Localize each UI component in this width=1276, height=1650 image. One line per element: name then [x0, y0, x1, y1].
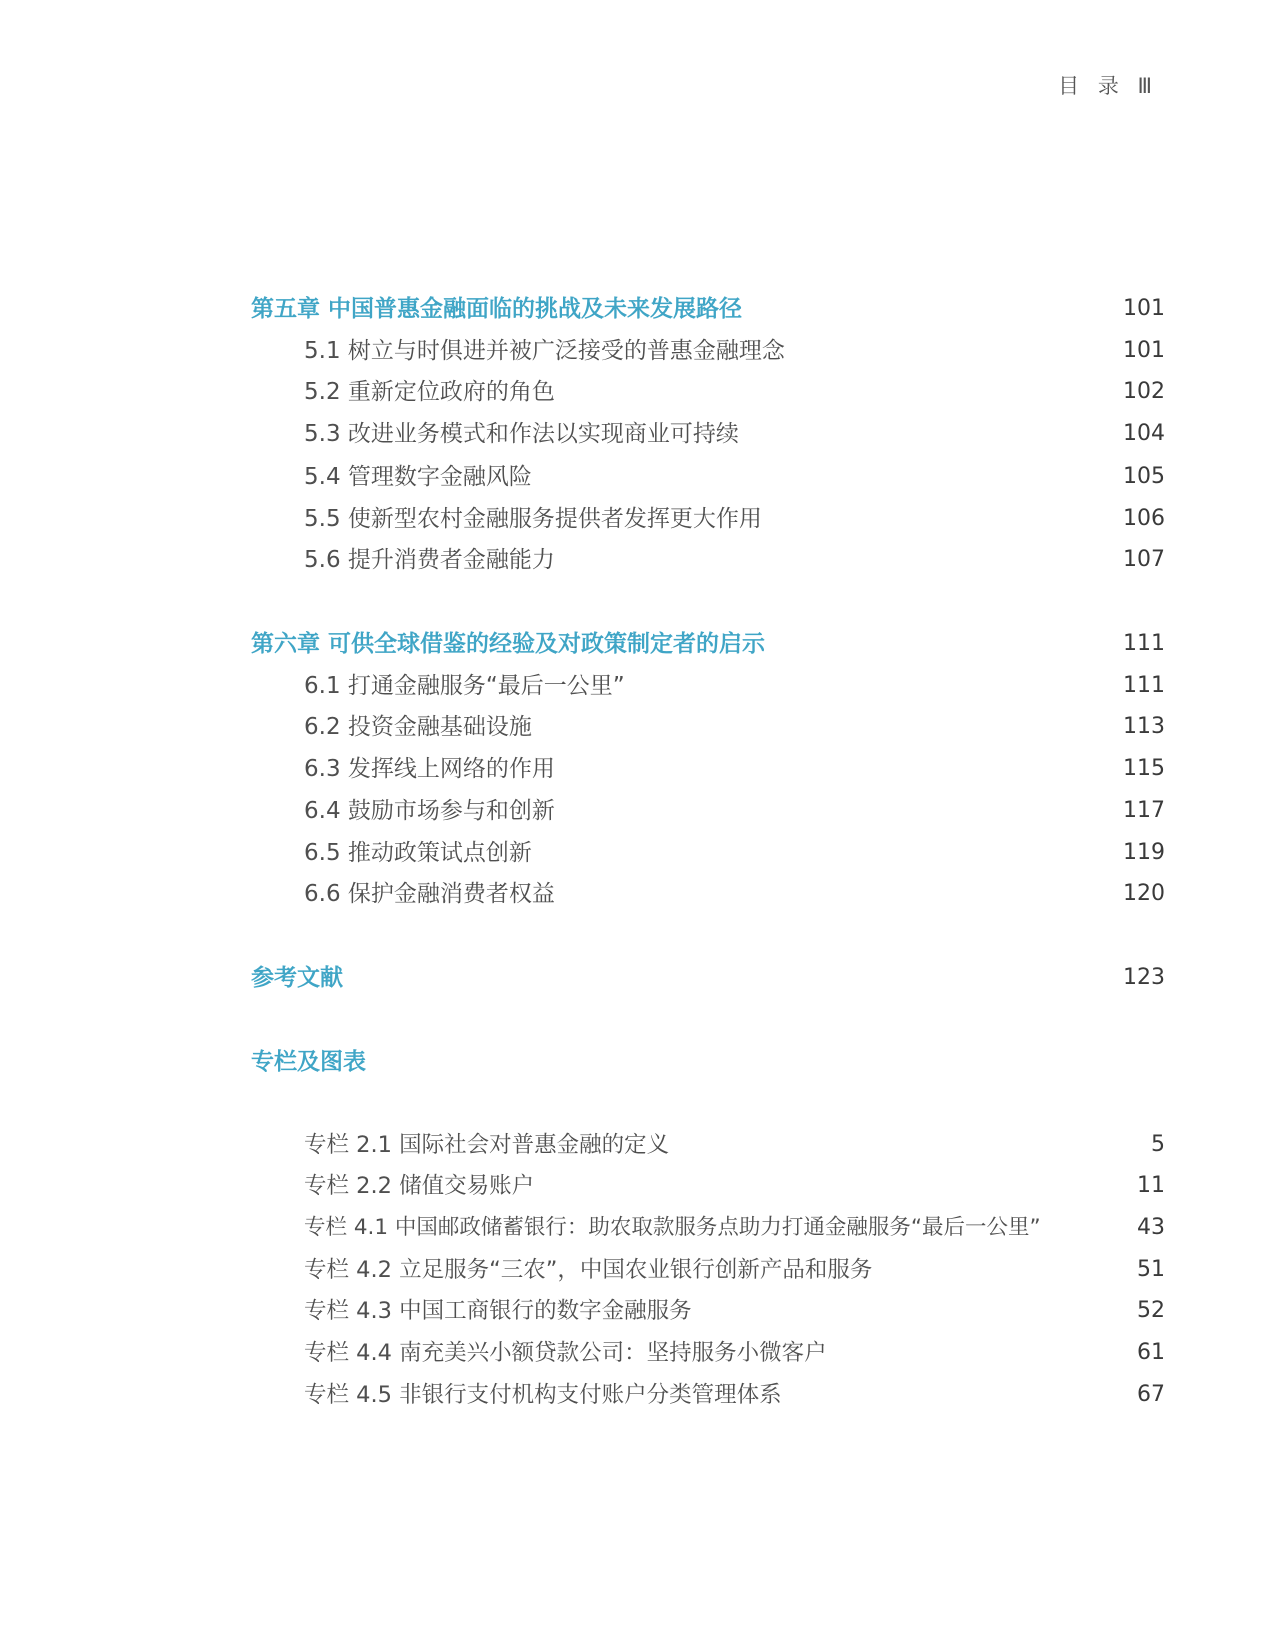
page-number: 52 — [1137, 1298, 1165, 1323]
toc-item[interactable] — [0, 1210, 1276, 1246]
toc-item[interactable] — [0, 542, 1276, 578]
page-number: 120 — [1123, 881, 1165, 906]
chapter-title: 第六章 可供全球借鉴的经验及对政策制定者的启示 — [251, 631, 766, 657]
section-title: 5.1 树立与时俱进并被广泛接受的普惠金融理念 — [304, 338, 785, 364]
page-number: 61 — [1137, 1340, 1165, 1365]
toc-item[interactable] — [0, 416, 1276, 452]
section-title: 6.3 发挥线上网络的作用 — [304, 756, 555, 782]
chapter-title: 专栏及图表 — [251, 1049, 366, 1075]
section-title: 6.4 鼓励市场参与和创新 — [304, 798, 555, 824]
toc-item[interactable] — [0, 1293, 1276, 1329]
box-title: 专栏 2.1 国际社会对普惠金融的定义 — [304, 1132, 670, 1158]
page-number: 119 — [1123, 840, 1165, 865]
page-number: 115 — [1123, 756, 1165, 781]
page-number: 51 — [1137, 1257, 1165, 1282]
page-number: 107 — [1123, 547, 1165, 572]
toc-item[interactable] — [0, 1127, 1276, 1163]
page-number: 117 — [1123, 798, 1165, 823]
page-number: 113 — [1123, 714, 1165, 739]
page-number: 123 — [1123, 965, 1165, 990]
page-number: 67 — [1137, 1382, 1165, 1407]
chapter-title: 第五章 中国普惠金融面临的挑战及未来发展路径 — [251, 296, 743, 322]
box-title: 专栏 2.2 储值交易账户 — [304, 1173, 535, 1199]
page-number: 111 — [1123, 673, 1165, 698]
toc-item[interactable] — [0, 374, 1276, 410]
toc-item[interactable] — [0, 751, 1276, 787]
section-title: 6.2 投资金融基础设施 — [304, 714, 532, 740]
page-number: 106 — [1123, 506, 1165, 531]
running-head: 目 录 Ⅲ — [1058, 74, 1158, 98]
section-title: 6.5 推动政策试点创新 — [304, 840, 532, 866]
page-number: 11 — [1137, 1173, 1165, 1198]
page-number: 105 — [1123, 464, 1165, 489]
box-title: 专栏 4.2 立足服务“三农”，中国农业银行创新产品和服务 — [304, 1257, 873, 1283]
toc-item[interactable] — [0, 1252, 1276, 1288]
section-title: 5.3 改进业务模式和作法以实现商业可持续 — [304, 421, 739, 447]
toc-item[interactable] — [0, 1335, 1276, 1371]
toc-item[interactable] — [0, 876, 1276, 912]
section-title: 5.5 使新型农村金融服务提供者发挥更大作用 — [304, 506, 762, 532]
toc-references[interactable] — [0, 960, 1276, 996]
page-number: 111 — [1123, 631, 1165, 656]
box-title: 专栏 4.1 中国邮政储蓄银行：助农取款服务点助力打通金融服务“最后一公里” — [304, 1215, 1041, 1240]
page-number: 43 — [1137, 1215, 1165, 1240]
page-number: 5 — [1151, 1132, 1165, 1157]
toc-item[interactable] — [0, 1168, 1276, 1204]
page-number: 104 — [1123, 421, 1165, 446]
box-title: 专栏 4.4 南充美兴小额贷款公司：坚持服务小微客户 — [304, 1340, 827, 1366]
section-title: 6.6 保护金融消费者权益 — [304, 881, 555, 907]
toc-item[interactable] — [0, 501, 1276, 537]
section-title: 5.2 重新定位政府的角色 — [304, 379, 555, 405]
toc-item[interactable] — [0, 668, 1276, 704]
toc-item[interactable] — [0, 835, 1276, 871]
toc-boxes-heading — [0, 1044, 1276, 1080]
section-title: 6.1 打通金融服务“最后一公里” — [304, 673, 625, 699]
toc-chapter-5[interactable] — [0, 291, 1276, 327]
section-title: 5.6 提升消费者金融能力 — [304, 547, 555, 573]
toc-chapter-6[interactable] — [0, 626, 1276, 662]
toc-item[interactable] — [0, 709, 1276, 745]
toc-item[interactable] — [0, 459, 1276, 495]
page-number: 102 — [1123, 379, 1165, 404]
chapter-title: 参考文献 — [251, 965, 343, 991]
toc-item[interactable] — [0, 1377, 1276, 1413]
page-number: 101 — [1123, 296, 1165, 321]
page-number: 101 — [1123, 338, 1165, 363]
toc-item[interactable] — [0, 793, 1276, 829]
toc-item[interactable] — [0, 333, 1276, 369]
section-title: 5.4 管理数字金融风险 — [304, 464, 532, 490]
box-title: 专栏 4.3 中国工商银行的数字金融服务 — [304, 1298, 692, 1324]
box-title: 专栏 4.5 非银行支付机构支付账户分类管理体系 — [304, 1382, 782, 1408]
